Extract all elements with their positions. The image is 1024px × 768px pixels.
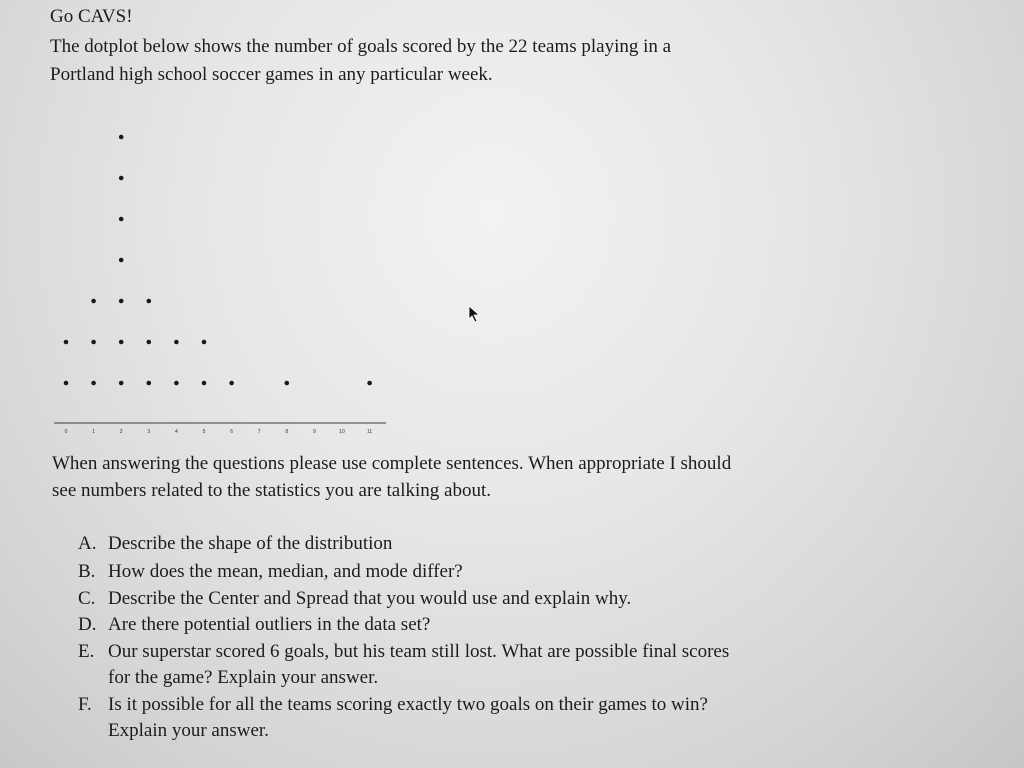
data-dot — [285, 381, 290, 386]
greeting-text: Go CAVS! — [50, 6, 133, 27]
question-text: How does the mean, median, and mode differ? — [108, 561, 463, 582]
data-dot — [119, 217, 124, 222]
x-tick-label: 5 — [202, 429, 206, 435]
data-dot — [119, 258, 124, 263]
intro-line-2: Portland high school soccer games in any particular week. — [50, 64, 493, 85]
mouse-pointer-icon — [467, 305, 481, 323]
data-dot — [119, 299, 124, 304]
question-letter: F. — [78, 694, 92, 715]
data-dot — [147, 381, 152, 386]
data-dot — [229, 381, 234, 386]
instructions-line-2: see numbers related to the statistics you are talking about. — [52, 480, 491, 501]
data-dot — [119, 135, 124, 140]
question-text: Describe the shape of the distribution — [108, 533, 393, 554]
data-dot — [174, 340, 179, 345]
question-letter: C. — [78, 588, 96, 609]
intro-line-1: The dotplot below shows the number of goals scored by the 22 teams playing in a — [50, 36, 672, 57]
x-tick-label: 2 — [119, 429, 123, 435]
data-dot — [64, 340, 69, 345]
x-axis-ticks — [65, 429, 373, 435]
data-dot — [64, 381, 69, 386]
x-tick-label: 10 — [339, 429, 345, 435]
question-text: Describe the Center and Spread that you would use and explain why. — [108, 588, 632, 609]
data-dot — [119, 381, 124, 386]
question-letter: D. — [78, 614, 97, 635]
question-text: Explain your answer. — [108, 720, 269, 741]
data-dot — [91, 299, 96, 304]
data-dot — [147, 340, 152, 345]
data-dot — [119, 176, 124, 181]
data-dot — [91, 340, 96, 345]
x-tick-label: 6 — [230, 429, 233, 435]
x-tick-label: 8 — [285, 429, 289, 435]
question-letter: E. — [78, 641, 95, 662]
x-tick-label: 11 — [366, 429, 373, 435]
data-dot — [202, 340, 207, 345]
question-text: Our superstar scored 6 goals, but his team still lost. What are possible final scores — [108, 641, 730, 662]
dot-layer — [64, 135, 372, 386]
x-tick-label: 0 — [64, 429, 68, 435]
question-text: Is it possible for all the teams scoring exactly two goals on their games to win? — [108, 694, 708, 715]
x-tick-label: 1 — [92, 429, 95, 435]
data-dot — [147, 299, 152, 304]
data-dot — [367, 381, 372, 386]
data-dot — [174, 381, 179, 386]
question-text: Are there potential outliers in the data set? — [108, 614, 431, 635]
question-letter: B. — [78, 561, 96, 582]
x-tick-label: 9 — [313, 429, 316, 435]
x-tick-label: 3 — [147, 429, 151, 435]
data-dot — [119, 340, 124, 345]
instructions-line-1: When answering the questions please use complete sentences. When appropriate I should — [52, 453, 732, 474]
x-tick-label: 7 — [257, 429, 261, 435]
data-dot — [202, 381, 207, 386]
question-text: for the game? Explain your answer. — [108, 667, 379, 688]
x-tick-label: 4 — [175, 429, 178, 435]
question-letter: A. — [78, 533, 97, 554]
data-dot — [91, 381, 96, 386]
